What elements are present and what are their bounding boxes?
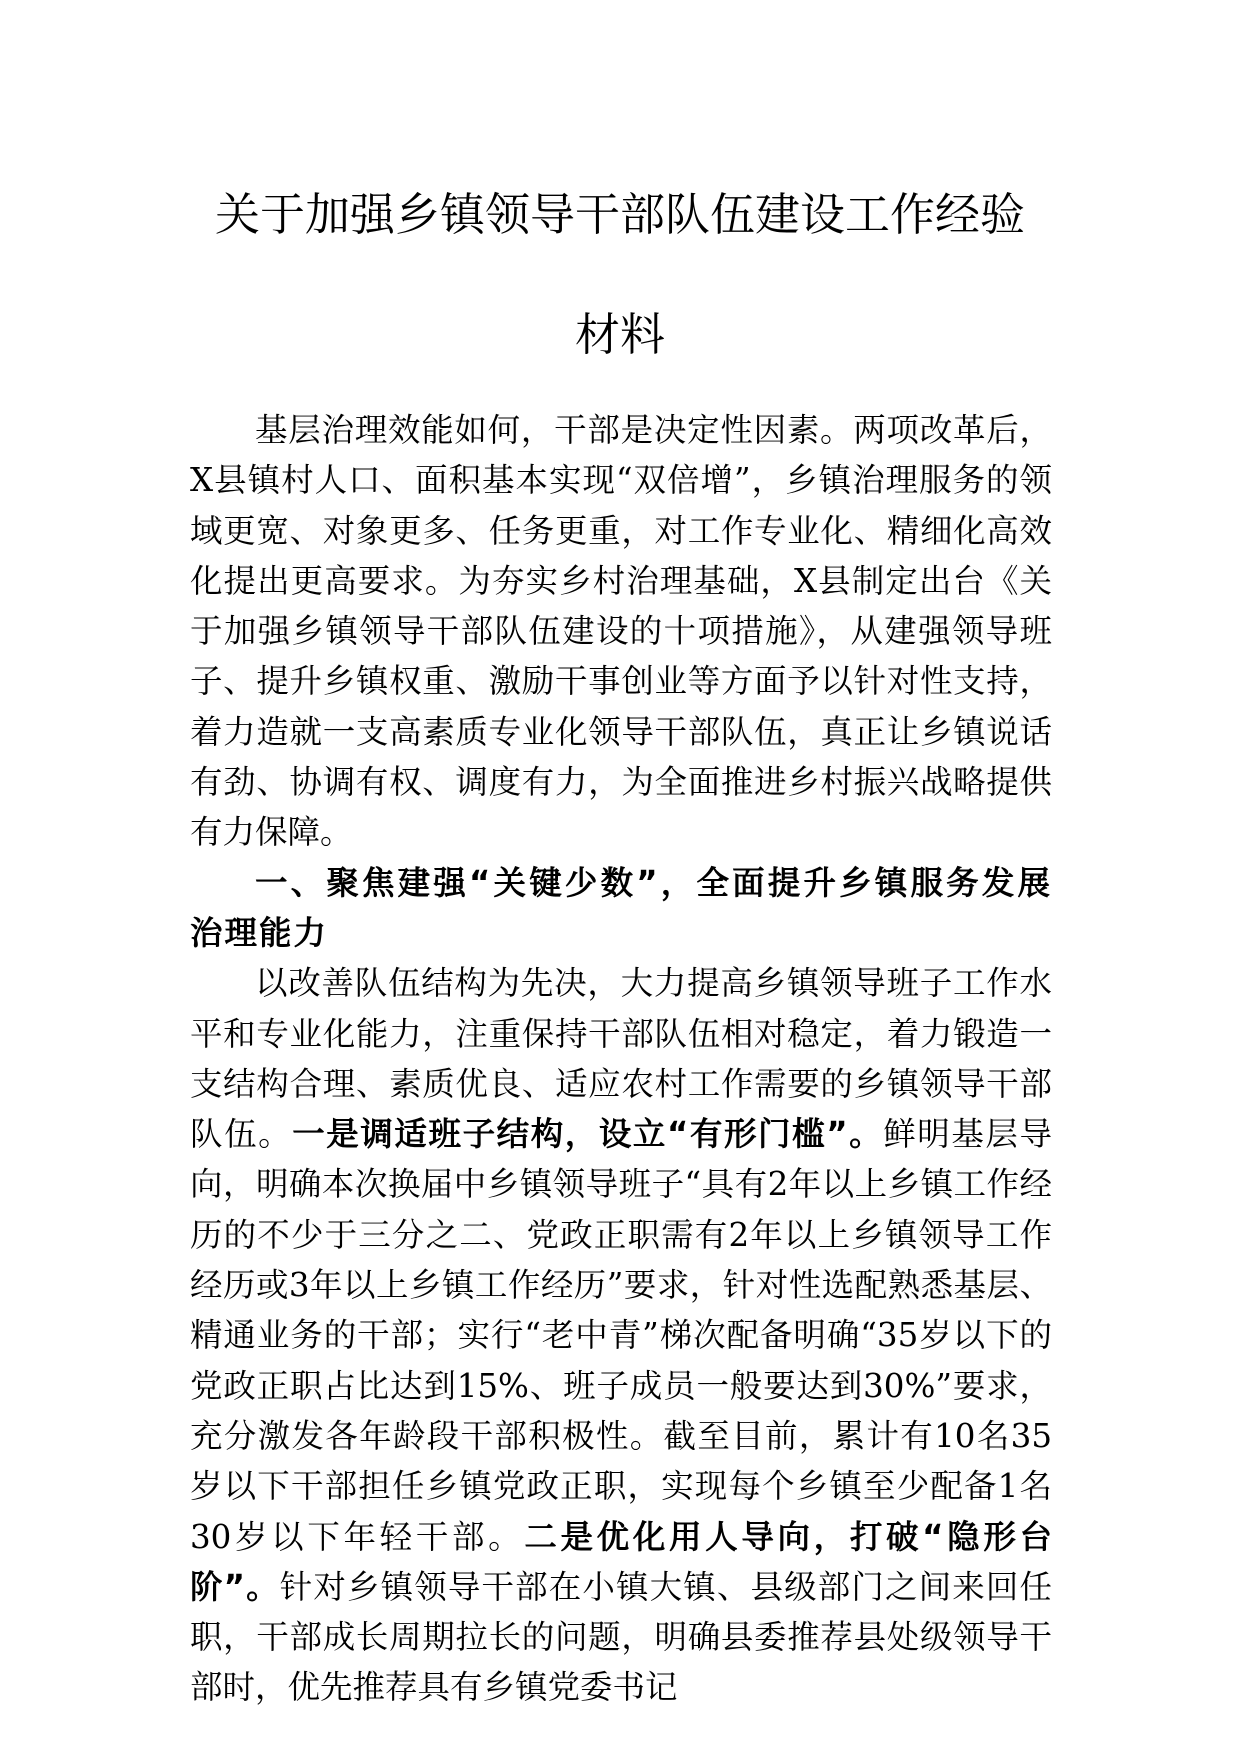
intro-paragraph: 基层治理效能如何，干部是决定性因素。两项改革后，X县镇村人口、面积基本实现“双倍增”，乡镇治理服务的领域更宽、对象更多、任务更重，对工作专业化、精细化高效化提出更高要求。为夯实乡村治理基础，X县制定出台《关于加强乡镇领导干部队伍建设的十项措施》，从建强领导班子、提升乡镇权重、激励干事创业等方面予以针对性支持，着力造就一支高素质专业化领导干部队伍，真正让乡镇说话有劲、协调有权、调度有力，为全面推进乡村振兴战略提供有力保障。 (190, 411, 1052, 852)
point2-text: 针对乡镇领导干部在小镇大镇、县级部门之间来回任职，干部成长周期拉长的问题，明确县委推荐县处级领导干部时，优先推荐具有乡镇党委书记 (190, 1567, 1052, 1707)
document-title-line1: 关于加强乡镇领导干部队伍建设工作经验 (214, 188, 1025, 241)
document-body (190, 405, 1052, 1713)
document-title-line2: 材料 (574, 308, 665, 361)
section1-heading: 一、聚焦建强“关键少数”，全面提升乡镇服务发展治理能力 (190, 863, 1052, 952)
section1-intro-text: 以改善队伍结构为先决，大力提高乡镇领导班子工作水平和专业化能力，注重保持干部队伍相对稳定，着力锻造一支结构合理、素质优良、适应农村工作需要的乡镇领导干部队伍。 (190, 964, 1052, 1154)
section1-paragraph (190, 958, 1052, 1712)
point2-heading: 二是优化用人导向，打破“隐形台阶”。 (190, 1517, 1052, 1606)
point1-text: 鲜明基层导向，明确本次换届中乡镇领导班子“具有2年以上乡镇工作经历的不少于三分之二、党政正职需有2年以上乡镇领导工作经历或3年以上乡镇工作经历”要求，针对性选配熟悉基层、精通业务的干部；实行“老中青”梯次配备明确“35岁以下的党政正职占比达到15%、班子成员一般要达到30%”要求，充分激发各年龄段干部积极性。截至目前，累计有10名35岁以下干部担任乡镇党政正职，实现每个乡镇至少配备1名30岁以下年轻干部。 (190, 1115, 1052, 1556)
point1-heading: 一是调适班子结构，设立“有形门槛”。 (292, 1115, 884, 1154)
